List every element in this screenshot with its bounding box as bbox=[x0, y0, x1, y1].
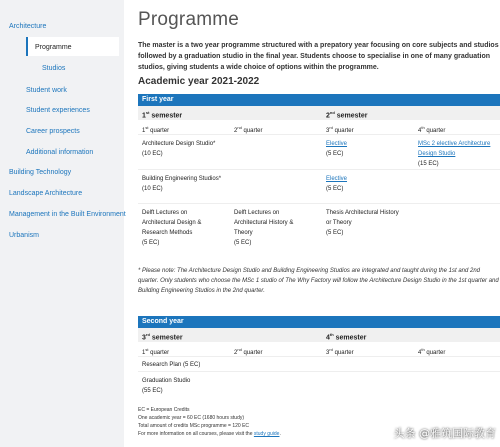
first-year-table bbox=[138, 94, 500, 256]
academic-year-title: Academic year 2021-2022 bbox=[138, 76, 260, 87]
quarter-2: 2nd quarter bbox=[234, 125, 263, 134]
msc2-elective-link-cont[interactable]: Design Studio bbox=[418, 151, 456, 157]
semester-1-label: 1st semester bbox=[142, 110, 183, 120]
sidebar-item-career-prospects[interactable]: Career prospects bbox=[26, 128, 80, 135]
elective-link[interactable]: Elective bbox=[326, 141, 348, 147]
footer-notes: EC = European Credits One academic year = 60 EC (1680 hours study) Total amount of credits MSc programme = 120 EC For more information on all courses, please visit the study guide. bbox=[138, 407, 281, 437]
sidebar-item-urbanism[interactable]: Urbanism bbox=[9, 232, 39, 239]
course-cell: Elective (5 EC) bbox=[326, 176, 348, 192]
quarter-3: 3rd quarter bbox=[326, 125, 354, 134]
sidebar-item-landscape-architecture[interactable]: Landscape Architecture bbox=[9, 190, 83, 197]
second-year-table bbox=[138, 316, 500, 399]
elective-link[interactable]: Elective bbox=[326, 176, 348, 182]
sidebar-item-additional-information[interactable]: Additional information bbox=[26, 149, 94, 156]
quarter-1: 1st quarter bbox=[142, 125, 170, 134]
course-cell: Building Engineering Studios* (10 EC) bbox=[142, 176, 222, 192]
course-cell: Research Plan (5 EC) bbox=[142, 362, 201, 368]
course-row bbox=[138, 170, 500, 204]
course-row bbox=[138, 135, 500, 170]
course-row bbox=[138, 204, 500, 256]
course-cell: Delft Lectures on Architectural Design & Research Methods (5 EC) bbox=[142, 210, 202, 246]
msc2-elective-link[interactable]: MSc 2 elective Architecture bbox=[418, 141, 491, 147]
watermark: 头条 @雅筑国际教育 bbox=[393, 427, 496, 440]
sidebar-item-student-work[interactable]: Student work bbox=[26, 87, 67, 94]
semester-4-label: 4th semester bbox=[326, 332, 367, 342]
course-cell: Architecture Design Studio* (10 EC) bbox=[142, 141, 216, 157]
quarter-row bbox=[138, 120, 500, 135]
year-header: First year bbox=[138, 94, 500, 106]
sidebar bbox=[0, 0, 124, 447]
course-cell: Graduation Studio (55 EC) bbox=[142, 378, 191, 394]
sidebar-item-architecture[interactable]: Architecture bbox=[9, 23, 47, 30]
quarter-2: 2nd quarter bbox=[234, 347, 263, 356]
course-row bbox=[138, 357, 500, 372]
semester-row bbox=[138, 328, 500, 342]
quarter-1: 1st quarter bbox=[142, 347, 170, 356]
course-row bbox=[138, 372, 500, 399]
course-cell: Elective (5 EC) bbox=[326, 141, 348, 157]
year-header: Second year bbox=[138, 316, 500, 328]
course-cell: Delft Lectures on Architectural History & Theory (5 EC) bbox=[234, 210, 294, 246]
semester-3-label: 3rd semester bbox=[142, 332, 183, 342]
main-content bbox=[124, 0, 500, 447]
quarter-row bbox=[138, 342, 500, 357]
quarter-4: 4th quarter bbox=[418, 347, 446, 356]
sidebar-item-student-experiences[interactable]: Student experiences bbox=[26, 107, 90, 114]
sidebar-item-programme[interactable]: Programme bbox=[35, 44, 72, 51]
study-guide-link[interactable]: study guide bbox=[253, 431, 280, 437]
sidebar-item-management-built-environment[interactable]: Management in the Built Environment bbox=[9, 211, 126, 218]
sidebar-active-indicator bbox=[26, 37, 28, 56]
course-cell: MSc 2 elective Architecture Design Studio (15 EC) bbox=[418, 141, 491, 167]
semester-2-label: 2nd semester bbox=[326, 110, 368, 120]
quarter-4: 4th quarter bbox=[418, 125, 446, 134]
semester-row bbox=[138, 106, 500, 120]
sidebar-item-building-technology[interactable]: Building Technology bbox=[9, 169, 72, 176]
quarter-3: 3rd quarter bbox=[326, 347, 354, 356]
intro-text: The master is a two year programme structured with a prepatory year focusing on core subjects and studios followed by a graduation studio in the final year. Students choose to specialise in one of many graduation studios, giving students a wide choice of options within the programme. bbox=[138, 42, 499, 71]
page-title: Programme bbox=[138, 9, 240, 30]
note-text: * Please note: The Architecture Design Studio and Building Engineering Studios are integrated and taught during the 1st and 2nd quarter. Only students who choose the MSc 1 studio of The Why Factory will follow the Architecture Design Studio in the 1st quarter and Building Engineering Studios in the 2nd quarter. bbox=[138, 268, 499, 294]
sidebar-item-studios[interactable]: Studios bbox=[42, 65, 66, 72]
course-cell: Thesis Architectural History or Theory (5 EC) bbox=[326, 210, 399, 236]
